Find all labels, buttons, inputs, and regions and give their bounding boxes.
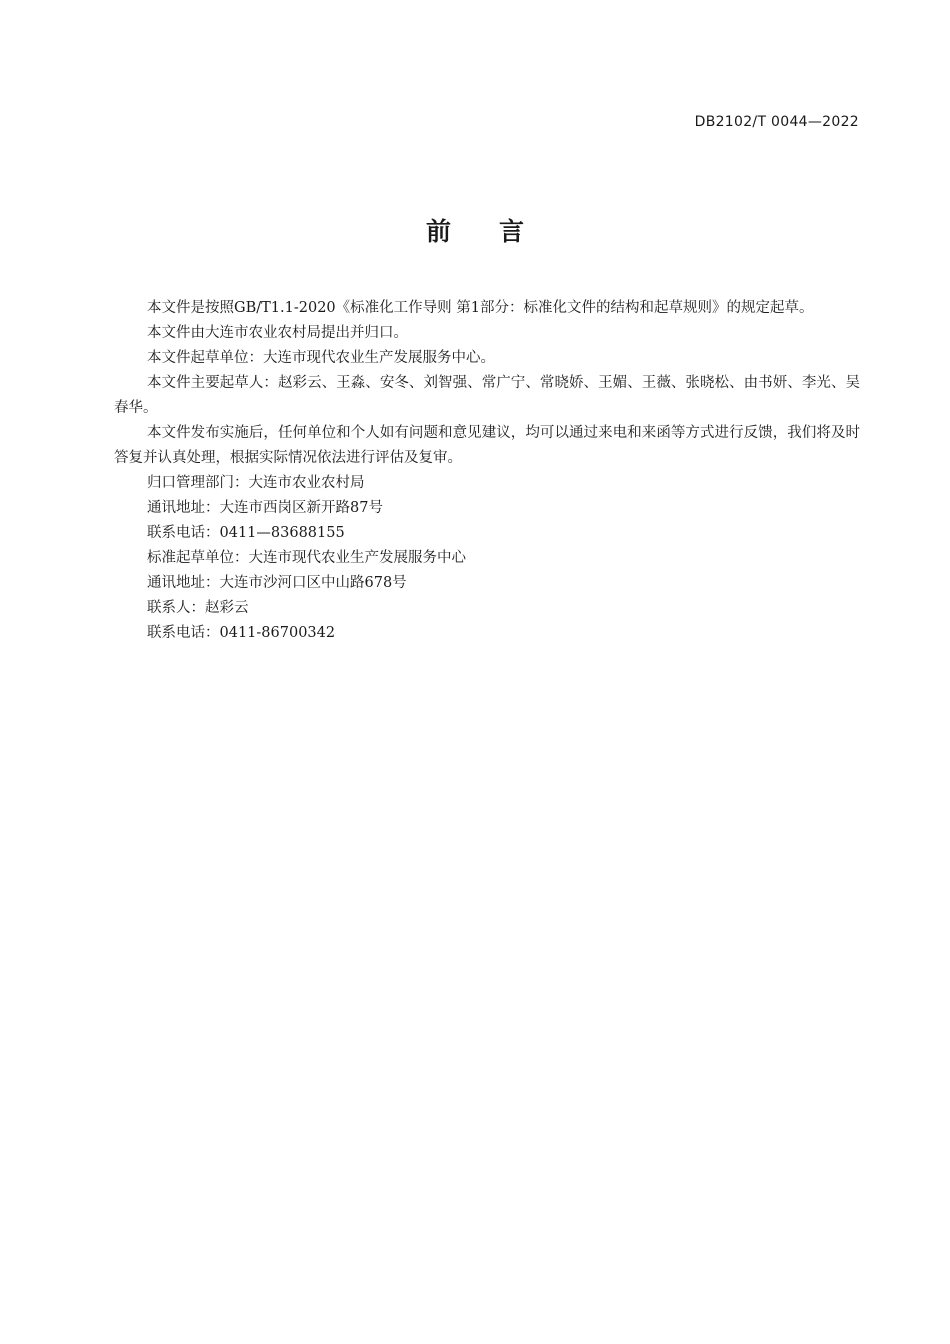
paragraph-drafters: 本文件主要起草人：赵彩云、王淼、安冬、刘智强、常广宁、常晓娇、王媚、王薇、张晓松、由书妍、李光、吴春华。 [114, 375, 860, 416]
title-char-1: 前 [425, 217, 451, 246]
paragraph-feedback: 本文件发布实施后，任何单位和个人如有问题和意见建议，均可以通过来电和来函等方式进行反馈，我们将及时答复并认真处理，根据实际情况依法进行评估及复审。 [114, 425, 860, 466]
paragraph-admin-dept: 归口管理部门：大连市农业农村局 [147, 475, 365, 491]
paragraph-proposer: 本文件由大连市农业农村局提出并归口。 [147, 325, 408, 341]
title-char-2: 言 [499, 217, 525, 246]
document-code: DB2102/T 0044—2022 [694, 114, 859, 130]
paragraph-drafting-basis: 本文件是按照GB/T1.1-2020《标准化工作导则 第1部分：标准化文件的结构和起草规则》的规定起草。 [147, 300, 814, 316]
paragraph-contact-phone: 联系电话：0411-86700342 [147, 625, 336, 641]
paragraph-admin-phone: 联系电话：0411—83688155 [147, 525, 345, 541]
page-title [0, 212, 950, 248]
paragraph-standard-unit: 标准起草单位：大连市现代农业生产发展服务中心 [147, 550, 466, 566]
paragraph-admin-address: 通讯地址：大连市西岗区新开路87号 [147, 500, 383, 516]
paragraph-drafting-unit: 本文件起草单位：大连市现代农业生产发展服务中心。 [147, 350, 495, 366]
foreword-body [114, 296, 860, 646]
paragraph-contact-person: 联系人：赵彩云 [147, 600, 249, 616]
paragraph-unit-address: 通讯地址：大连市沙河口区中山路678号 [147, 575, 407, 591]
